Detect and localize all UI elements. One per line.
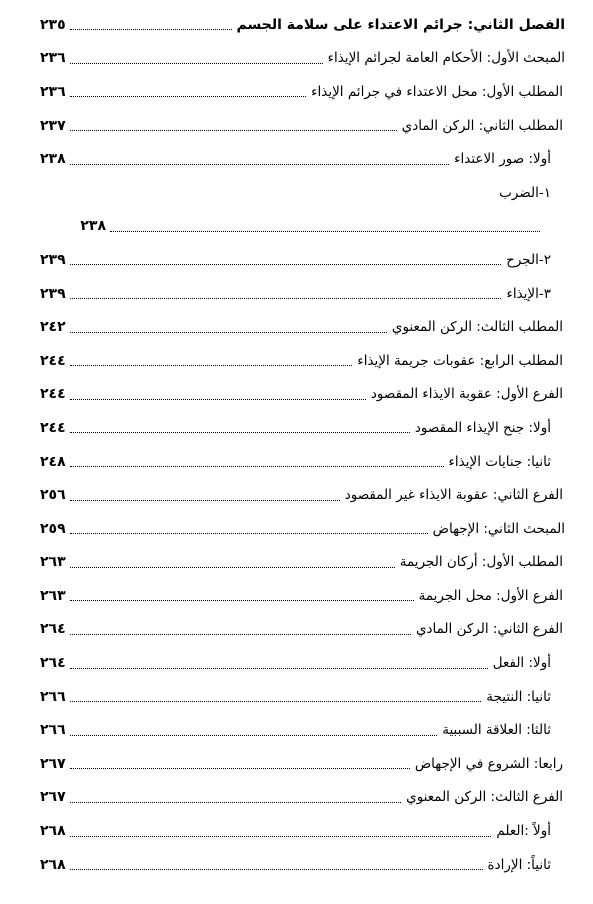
toc-entry-page: ٢٣٨ — [80, 218, 106, 235]
toc-entry-page: ٢٣٩ — [40, 285, 66, 302]
toc-entry — [0, 411, 593, 445]
toc-entry-title: الفرع الثاني: الركن المادي — [415, 621, 563, 638]
dot-leader — [70, 63, 323, 64]
toc-entry-title: ثانياً: الإرادة — [487, 856, 551, 873]
toc-entry-page: ٢٤٤ — [40, 386, 66, 403]
dot-leader — [70, 668, 488, 669]
toc-entry-page: ٢٦٤ — [40, 655, 66, 672]
toc-entry-title: الفرع الثالث: الركن المعنوي — [406, 789, 563, 806]
dot-leader — [70, 29, 232, 30]
toc-entry — [0, 680, 593, 714]
toc-entry-page: ٢٤٤ — [40, 352, 66, 369]
toc-entry-page: ٢٦٨ — [40, 823, 66, 840]
dot-leader — [70, 869, 483, 870]
dot-leader — [70, 466, 444, 467]
toc-entry-title: الفصل الثاني: جرائم الاعتداء على سلامة الجسم — [236, 16, 565, 33]
toc-entry-page: ٢٥٩ — [40, 520, 66, 537]
dot-leader — [70, 298, 502, 299]
dot-leader — [70, 332, 387, 333]
toc-entry-page: ٢٦٧ — [40, 789, 66, 806]
toc-entry-page: ٢٦٣ — [40, 554, 66, 571]
toc-entry-page: ٢٤٢ — [40, 319, 66, 336]
toc-entry — [0, 142, 593, 176]
toc-entry — [0, 747, 593, 781]
toc-entry-title: أولا: الفعل — [492, 655, 551, 672]
dot-leader — [70, 836, 492, 837]
toc-entry — [0, 8, 593, 42]
dot-leader — [70, 130, 397, 131]
toc-entry-title: الفرع الأول: محل الجريمة — [418, 587, 563, 604]
toc-entry — [0, 546, 593, 580]
dot-leader — [70, 567, 395, 568]
dot-leader — [70, 500, 340, 501]
toc-entry-title: الفرع الثاني: عقوبة الايذاء غير المقصود — [344, 487, 563, 504]
dot-leader — [70, 164, 450, 165]
toc-entry — [0, 613, 593, 647]
table-of-contents — [0, 8, 593, 881]
toc-entry — [0, 814, 593, 848]
toc-entry-title: ٣-الإيذاء — [506, 285, 551, 302]
dot-leader — [70, 701, 482, 702]
toc-entry-page: ٢٤٤ — [40, 419, 66, 436]
dot-leader — [70, 768, 410, 769]
toc-entry-page: ٢٦٨ — [40, 856, 66, 873]
toc-entry — [0, 75, 593, 109]
toc-entry — [0, 646, 593, 680]
toc-entry — [0, 176, 593, 210]
toc-entry-page: ٢٤٨ — [40, 453, 66, 470]
toc-entry — [0, 478, 593, 512]
toc-entry-title: أولاً :العلم — [496, 823, 551, 840]
toc-entry-page: ٢٦٦ — [40, 688, 66, 705]
toc-entry — [0, 579, 593, 613]
toc-entry — [0, 210, 593, 244]
toc-entry-title: رابعا: الشروع في الإجهاض — [414, 755, 563, 772]
toc-entry-title: الفرع الأول: عقوبة الايذاء المقصود — [370, 386, 563, 403]
dot-leader — [70, 264, 501, 265]
toc-entry-page: ٢٣٧ — [40, 117, 66, 134]
toc-entry — [0, 781, 593, 815]
toc-entry — [0, 848, 593, 882]
toc-entry — [0, 109, 593, 143]
dot-leader — [70, 399, 366, 400]
toc-entry — [0, 512, 593, 546]
toc-entry-page: ٢٦٧ — [40, 755, 66, 772]
dot-leader — [70, 600, 414, 601]
dot-leader — [70, 96, 307, 97]
toc-entry-title: المبحث الأول: الأحكام العامة لجرائم الإيذاء — [327, 50, 565, 67]
toc-entry-page: ٢٦٦ — [40, 722, 66, 739]
toc-entry-title: ١-الضرب — [499, 184, 551, 201]
toc-entry — [0, 445, 593, 479]
dot-leader — [70, 365, 353, 366]
toc-entry — [0, 310, 593, 344]
toc-entry-title: ثالثا: العلاقة السببية — [442, 722, 551, 739]
toc-entry-title: ٢-الجرح — [506, 251, 551, 268]
toc-entry-title: المطلب الثالث: الركن المعنوي — [391, 319, 563, 336]
toc-entry — [0, 713, 593, 747]
toc-entry-page: ٢٥٦ — [40, 487, 66, 504]
dot-leader — [70, 634, 411, 635]
toc-entry-title: أولا: جنح الإيذاء المقصود — [414, 419, 551, 436]
dot-leader — [70, 735, 438, 736]
toc-entry-title: المبحث الثاني: الإجهاض — [432, 520, 565, 537]
toc-entry — [0, 378, 593, 412]
toc-entry — [0, 243, 593, 277]
toc-entry-page: ٢٣٨ — [40, 151, 66, 168]
toc-entry — [0, 344, 593, 378]
toc-entry-page: ٢٣٩ — [40, 251, 66, 268]
toc-entry-page: ٢٣٦ — [40, 50, 66, 67]
toc-entry — [0, 42, 593, 76]
toc-entry-title: ثانيا: النتيجة — [486, 688, 551, 705]
toc-entry-title: أولا: صور الاعتداء — [454, 151, 551, 168]
dot-leader — [70, 533, 428, 534]
toc-entry — [0, 277, 593, 311]
toc-entry-title: ثانيا: جنايات الإيذاء — [448, 453, 551, 470]
toc-entry-page: ٢٣٥ — [40, 16, 66, 33]
toc-entry-page: ٢٦٤ — [40, 621, 66, 638]
dot-leader — [70, 432, 410, 433]
toc-entry-page: ٢٣٦ — [40, 83, 66, 100]
toc-entry-title: المطلب الثاني: الركن المادي — [401, 117, 563, 134]
dot-leader — [70, 802, 402, 803]
dot-leader — [110, 231, 540, 232]
toc-entry-title: المطلب الأول: أركان الجريمة — [399, 554, 563, 571]
toc-entry-title: المطلب الأول: محل الاعتداء في جرائم الإيذاء — [311, 83, 563, 100]
toc-entry-page: ٢٦٣ — [40, 587, 66, 604]
toc-entry-title: المطلب الرابع: عقوبات جريمة الإيذاء — [357, 352, 563, 369]
